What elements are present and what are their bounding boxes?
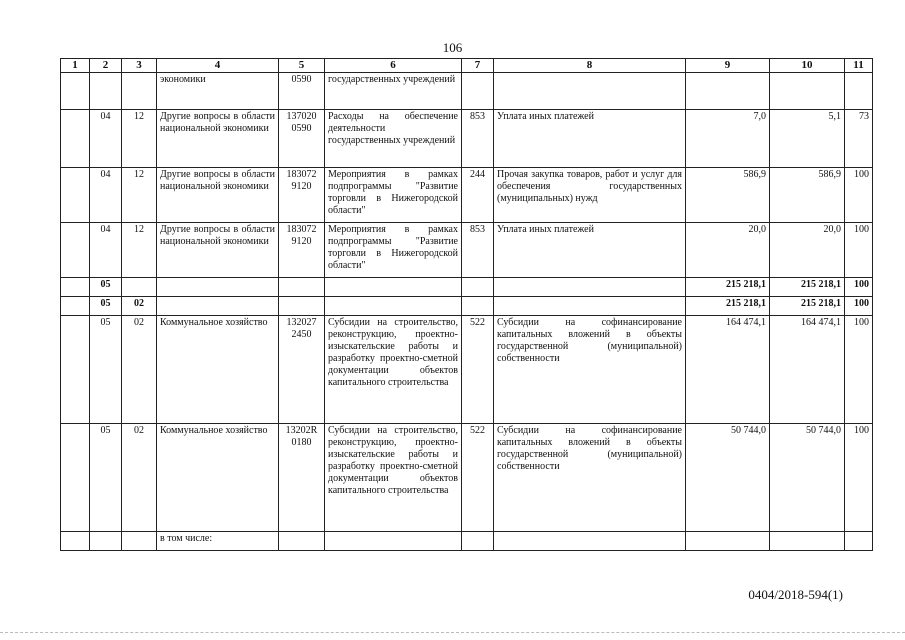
- cell-c1: [61, 316, 90, 424]
- cell-percent: 100: [845, 316, 873, 424]
- cell-section-name: Коммунальное хозяйство: [157, 424, 279, 532]
- cell-section-name: в том числе:: [157, 532, 279, 551]
- cell-section-name: [157, 278, 279, 297]
- page-number: 106: [442, 40, 463, 55]
- cell-target-code: [279, 297, 325, 316]
- cell-target-name: Мероприятия в рамках подпрограммы "Развитие торговли в Нижегородской области": [325, 223, 462, 278]
- cell-actual: 5,1: [770, 110, 845, 168]
- page-edge-divider: [0, 632, 905, 633]
- cell-plan: 7,0: [686, 110, 770, 168]
- cell-section-name: Другие вопросы в области национальной экономики: [157, 223, 279, 278]
- cell-target-code: [279, 532, 325, 551]
- cell-subsection: 12: [122, 110, 157, 168]
- table-row: [61, 316, 873, 424]
- cell-expense-name: [494, 532, 686, 551]
- table-row: [61, 532, 873, 551]
- cell-section: 05: [90, 297, 122, 316]
- cell-expense-code: [462, 278, 494, 297]
- column-header: 7: [462, 59, 494, 73]
- cell-expense-code: [462, 73, 494, 110]
- cell-plan: 215 218,1: [686, 297, 770, 316]
- column-header: 3: [122, 59, 157, 73]
- cell-expense-name: Субсидии на софинансирование капитальных вложений в объекты государственной (муниципальной) собственности: [494, 316, 686, 424]
- cell-plan: 586,9: [686, 168, 770, 223]
- cell-target-name: Субсидии на строительство, реконструкцию, проектно-изыскательские работы и разработку проектно-сметной документации объектов капитального строительства: [325, 424, 462, 532]
- cell-section: 05: [90, 316, 122, 424]
- cell-percent: [845, 532, 873, 551]
- table-row: [61, 424, 873, 532]
- column-header: 6: [325, 59, 462, 73]
- cell-c1: [61, 532, 90, 551]
- cell-subsection: 12: [122, 223, 157, 278]
- cell-actual: 164 474,1: [770, 316, 845, 424]
- column-header: 5: [279, 59, 325, 73]
- column-header: 1: [61, 59, 90, 73]
- cell-c1: [61, 110, 90, 168]
- cell-expense-code: [462, 297, 494, 316]
- cell-section: 05: [90, 278, 122, 297]
- cell-section: [90, 532, 122, 551]
- table-row: [61, 73, 873, 110]
- cell-actual: 215 218,1: [770, 278, 845, 297]
- cell-c1: [61, 297, 90, 316]
- header-row: [61, 59, 873, 73]
- cell-target-name: Субсидии на строительство, реконструкцию, проектно-изыскательские работы и разработку проектно-сметной документации объектов капитального строительства: [325, 316, 462, 424]
- cell-actual: [770, 532, 845, 551]
- cell-target-name: [325, 532, 462, 551]
- cell-subsection: [122, 278, 157, 297]
- cell-percent: 100: [845, 223, 873, 278]
- table-row: [61, 297, 873, 316]
- cell-target-code: 183072 9120: [279, 223, 325, 278]
- cell-percent: 100: [845, 424, 873, 532]
- cell-subsection: [122, 532, 157, 551]
- cell-expense-name: Прочая закупка товаров, работ и услуг для обеспечения государственных (муниципальных) нужд: [494, 168, 686, 223]
- column-header: 8: [494, 59, 686, 73]
- cell-section: [90, 73, 122, 110]
- cell-actual: 20,0: [770, 223, 845, 278]
- cell-section-name: [157, 297, 279, 316]
- cell-section-name: Другие вопросы в области национальной экономики: [157, 110, 279, 168]
- cell-section: 04: [90, 168, 122, 223]
- cell-c1: [61, 223, 90, 278]
- table-row: [61, 168, 873, 223]
- cell-section-name: экономики: [157, 73, 279, 110]
- cell-subsection: 12: [122, 168, 157, 223]
- cell-actual: 50 744,0: [770, 424, 845, 532]
- cell-expense-name: [494, 297, 686, 316]
- cell-plan: 50 744,0: [686, 424, 770, 532]
- cell-target-code: 132027 2450: [279, 316, 325, 424]
- cell-expense-name: [494, 73, 686, 110]
- column-header: 10: [770, 59, 845, 73]
- cell-target-name: Расходы на обеспечение деятельности государственных учреждений: [325, 110, 462, 168]
- cell-expense-name: [494, 278, 686, 297]
- cell-percent: 73: [845, 110, 873, 168]
- document-code: 0404/2018-594(1): [748, 587, 843, 602]
- cell-percent: 100: [845, 168, 873, 223]
- cell-expense-name: Субсидии на софинансирование капитальных вложений в объекты государственной (муниципальной) собственности: [494, 424, 686, 532]
- table-row: [61, 278, 873, 297]
- cell-plan: [686, 532, 770, 551]
- cell-c1: [61, 278, 90, 297]
- budget-table: [60, 58, 873, 551]
- table-row: [61, 223, 873, 278]
- cell-expense-code: 853: [462, 110, 494, 168]
- cell-expense-code: 244: [462, 168, 494, 223]
- cell-section-name: Другие вопросы в области национальной экономики: [157, 168, 279, 223]
- cell-plan: 20,0: [686, 223, 770, 278]
- cell-target-code: [279, 278, 325, 297]
- column-header: 9: [686, 59, 770, 73]
- cell-target-code: 13202R 0180: [279, 424, 325, 532]
- cell-plan: 215 218,1: [686, 278, 770, 297]
- column-header: 2: [90, 59, 122, 73]
- cell-section: 05: [90, 424, 122, 532]
- cell-subsection: 02: [122, 316, 157, 424]
- cell-subsection: 02: [122, 297, 157, 316]
- cell-expense-name: Уплата иных платежей: [494, 223, 686, 278]
- cell-subsection: [122, 73, 157, 110]
- cell-percent: [845, 73, 873, 110]
- cell-c1: [61, 168, 90, 223]
- cell-expense-code: 522: [462, 316, 494, 424]
- cell-expense-name: Уплата иных платежей: [494, 110, 686, 168]
- cell-plan: [686, 73, 770, 110]
- cell-section: 04: [90, 223, 122, 278]
- column-header: 11: [845, 59, 873, 73]
- cell-c1: [61, 424, 90, 532]
- cell-expense-code: 522: [462, 424, 494, 532]
- cell-target-code: 0590: [279, 73, 325, 110]
- column-header: 4: [157, 59, 279, 73]
- cell-target-name: [325, 297, 462, 316]
- cell-percent: 100: [845, 278, 873, 297]
- cell-subsection: 02: [122, 424, 157, 532]
- cell-target-name: Мероприятия в рамках подпрограммы "Развитие торговли в Нижегородской области": [325, 168, 462, 223]
- cell-actual: 586,9: [770, 168, 845, 223]
- cell-expense-code: 853: [462, 223, 494, 278]
- cell-section-name: Коммунальное хозяйство: [157, 316, 279, 424]
- cell-target-code: 137020 0590: [279, 110, 325, 168]
- cell-target-name: государственных учреждений: [325, 73, 462, 110]
- table-row: [61, 110, 873, 168]
- cell-percent: 100: [845, 297, 873, 316]
- cell-actual: [770, 73, 845, 110]
- cell-actual: 215 218,1: [770, 297, 845, 316]
- cell-c1: [61, 73, 90, 110]
- cell-expense-code: [462, 532, 494, 551]
- cell-target-name: [325, 278, 462, 297]
- cell-plan: 164 474,1: [686, 316, 770, 424]
- cell-section: 04: [90, 110, 122, 168]
- cell-target-code: 183072 9120: [279, 168, 325, 223]
